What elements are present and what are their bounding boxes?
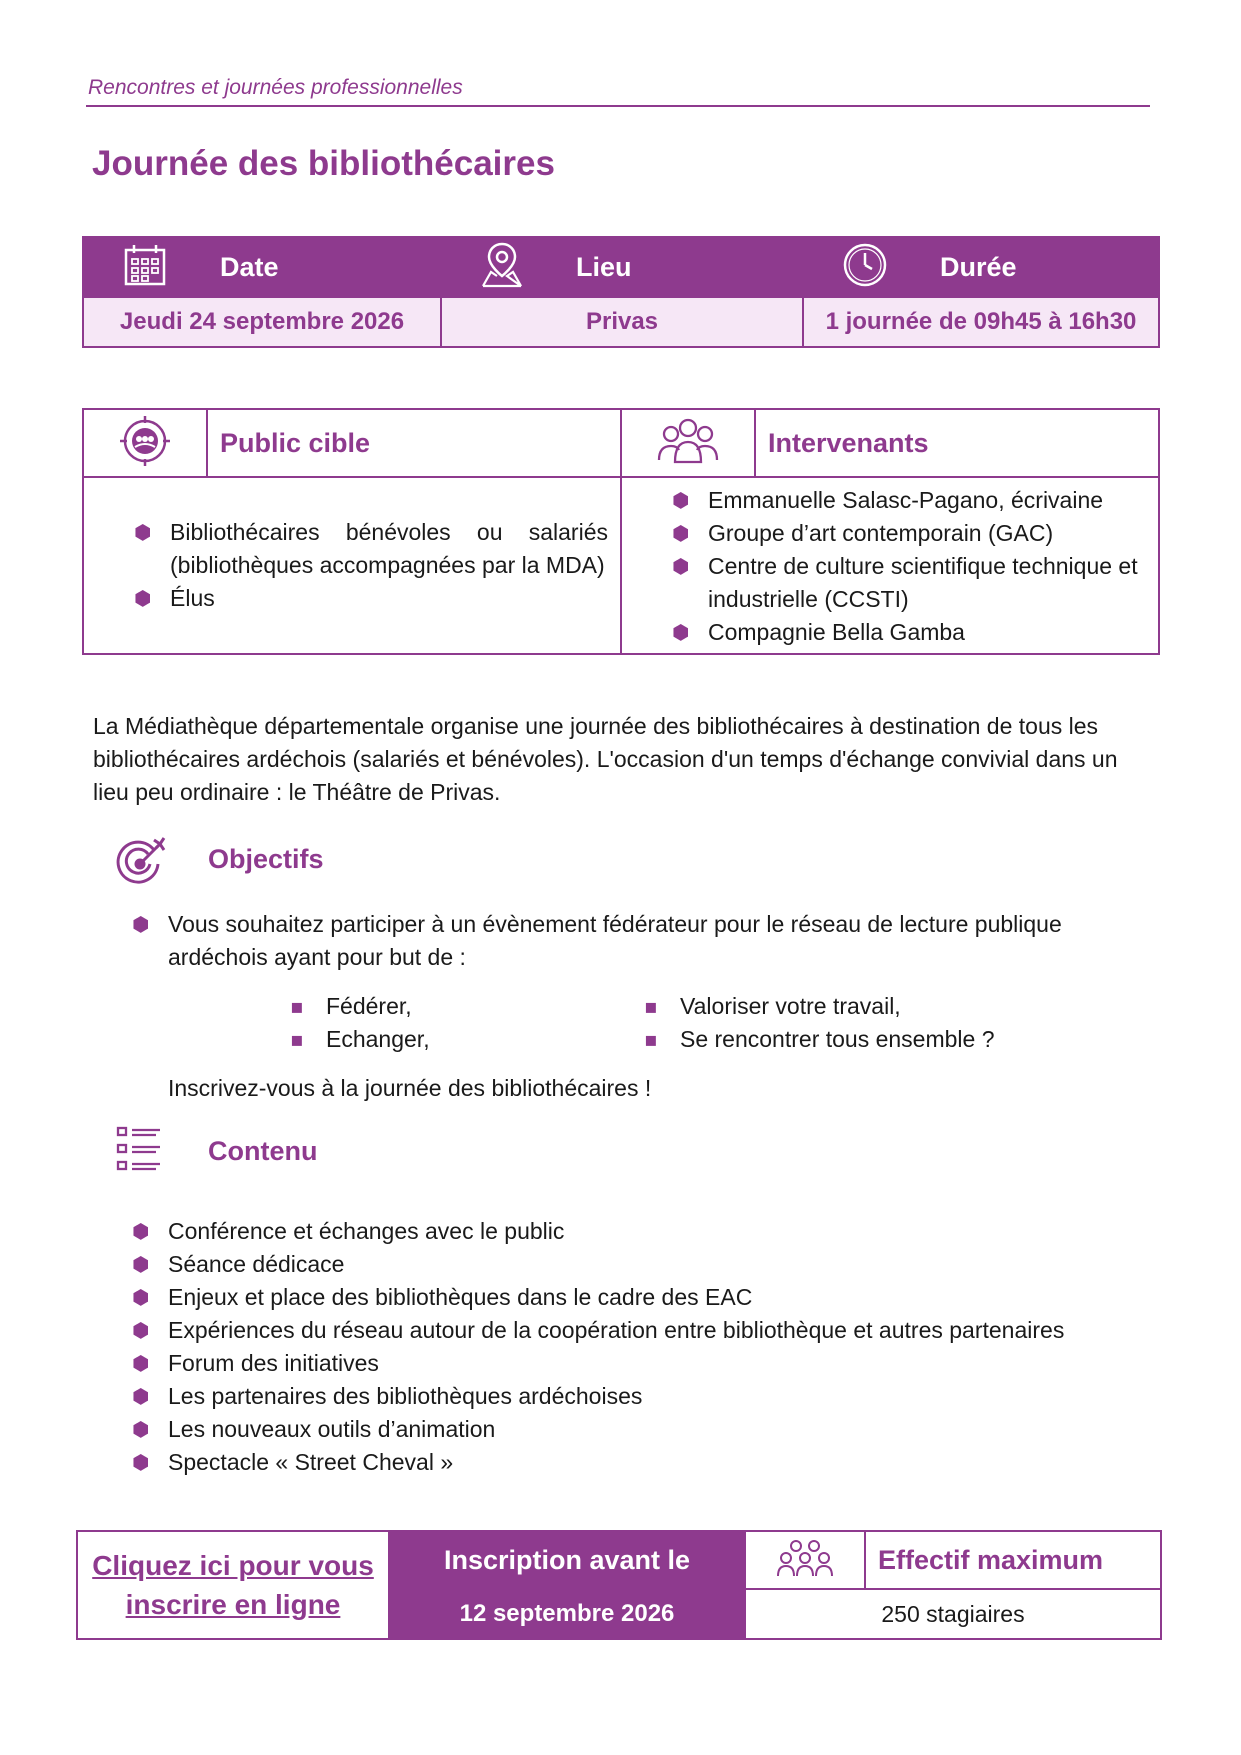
- group-icon: [655, 416, 721, 466]
- signup-link[interactable]: Cliquez ici pour vous inscrire en ligne: [77, 1531, 389, 1639]
- list-item: ⬢ Centre de culture scientifique technique et industrielle (CCSTI): [672, 550, 1150, 616]
- objectifs-cta: Inscrivez-vous à la journée des bibliothécaires !: [168, 1075, 652, 1101]
- list-item: ▪ Valoriser votre travail,: [644, 990, 1104, 1023]
- objectifs-lead-block: [132, 908, 1160, 974]
- lieu-label: Lieu: [563, 237, 803, 297]
- list-item: ⬢ Élus: [134, 582, 608, 615]
- header-divider: [86, 105, 1150, 107]
- objectifs-list: [132, 908, 1160, 974]
- effectif-icon-cell: [745, 1531, 865, 1589]
- contenu-block: [132, 1215, 1160, 1479]
- date-icon-cell: [83, 237, 207, 297]
- list-item: ⬢ Compagnie Bella Gamba: [672, 616, 1150, 649]
- map-pin-icon: [479, 240, 525, 290]
- objectifs-col1: [290, 990, 590, 1056]
- checklist-icon: [116, 1126, 162, 1172]
- duree-icon-cell: [803, 237, 927, 297]
- contenu-list: [132, 1215, 1160, 1479]
- list-item: ⬢ Conférence et échanges avec le public: [132, 1215, 1160, 1248]
- date-value: Jeudi 24 septembre 2026: [83, 297, 441, 347]
- objectifs-col2: [644, 990, 1104, 1056]
- intervenants-list: [672, 484, 1150, 649]
- group-footer-icon: [776, 1538, 834, 1578]
- duree-value: 1 journée de 09h45 à 16h30: [803, 297, 1159, 347]
- effectif-label: Effectif maximum: [865, 1531, 1161, 1589]
- public-label: Public cible: [207, 409, 621, 477]
- contenu-title: Contenu: [208, 1136, 318, 1166]
- objective-target-icon: [114, 836, 166, 888]
- list-item: ⬢ Bibliothécaires bénévoles ou salariés (bibliothèques accompagnées par la MDA): [134, 516, 608, 582]
- list-item: ⬢ Expériences du réseau autour de la coopération entre bibliothèque et autres partenaires: [132, 1314, 1160, 1347]
- intervenants-icon-cell: [621, 409, 755, 477]
- public-icon-cell: [83, 409, 207, 477]
- list-item: ⬢ Les nouveaux outils d’animation: [132, 1413, 1160, 1446]
- list-item: ⬢ Forum des initiatives: [132, 1347, 1160, 1380]
- intervenants-cell: [621, 477, 1159, 654]
- inscription-label: Inscription avant le: [389, 1531, 745, 1589]
- inscription-date: 12 septembre 2026: [389, 1589, 745, 1639]
- intro-paragraph: La Médiathèque départementale organise une journée des bibliothécaires à destination de tous les bibliothécaires ardéchois (salariés et bénévoles). L'occasion d'un temps d'échange convivial dans un lieu peu ordinaire : le Théâtre de Privas.: [93, 713, 1118, 805]
- target-audience-icon: [119, 415, 171, 467]
- list-item: ⬢ Enjeux et place des bibliothèques dans le cadre des EAC: [132, 1281, 1160, 1314]
- duree-label: Durée: [927, 237, 1159, 297]
- page-title: Journée des bibliothécaires: [92, 144, 555, 183]
- effectif-value: 250 stagiaires: [745, 1589, 1161, 1639]
- header-subtitle: Rencontres et journées professionnelles: [88, 76, 463, 99]
- list-item: ⬢ Emmanuelle Salasc-Pagano, écrivaine: [672, 484, 1150, 517]
- list-item: ▪ Fédérer,: [290, 990, 590, 1023]
- intervenants-label: Intervenants: [755, 409, 1159, 477]
- lieu-icon-cell: [441, 237, 563, 297]
- list-item: ⬢ Séance dédicace: [132, 1248, 1160, 1281]
- public-cell: [83, 477, 621, 654]
- calendar-icon: [122, 242, 168, 288]
- audience-table: [82, 408, 1160, 655]
- public-list: [134, 516, 608, 615]
- list-item: ▪ Se rencontrer tous ensemble ?: [644, 1023, 1104, 1056]
- info-table: [82, 236, 1160, 348]
- date-label: Date: [207, 237, 441, 297]
- lieu-value: Privas: [441, 297, 803, 347]
- list-item: ⬢ Vous souhaitez participer à un évènement fédérateur pour le réseau de lecture publique ardéchois ayant pour but de :: [132, 908, 1160, 974]
- objectifs-title: Objectifs: [208, 844, 324, 874]
- list-item: ⬢ Groupe d’art contemporain (GAC): [672, 517, 1150, 550]
- clock-icon: [841, 241, 889, 289]
- list-item: ⬢ Spectacle « Street Cheval »: [132, 1446, 1160, 1479]
- list-item: ⬢ Les partenaires des bibliothèques ardéchoises: [132, 1380, 1160, 1413]
- footer-table: [76, 1530, 1162, 1640]
- list-item: ▪ Echanger,: [290, 1023, 590, 1056]
